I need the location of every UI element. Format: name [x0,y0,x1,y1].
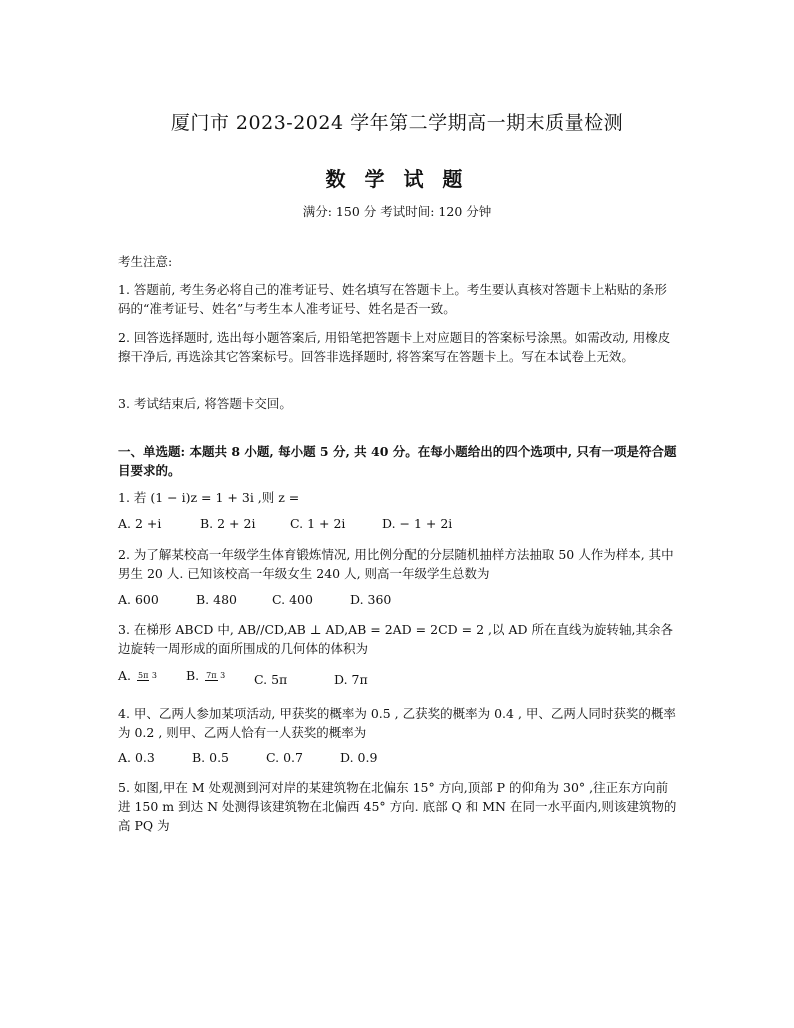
question-4-stem: 4. 甲、乙两人参加某项活动, 甲获奖的概率为 0.5 , 乙获奖的概率为 0.4 , 甲、乙两人同时获奖的概率为 0.2 , 则甲、乙两人恰有一人获奖的概率为 [118,706,676,740]
option-c: C. 400 [272,592,313,607]
option-a: A. 600 [118,592,159,607]
option-a: A. 2 +i [118,516,162,531]
option-a-fraction [137,672,157,681]
option-c: C. 5π [254,672,288,687]
option-b [186,668,254,687]
question-2-stem: 2. 为了解某校高一年级学生体育锻炼情况, 用比例分配的分层随机抽样方法抽取 50 人作为样本, 其中男生 20 人. 已知该校高一年级女生 240 人, 则高一年级学生总数为 [118,547,674,581]
option-d: D. 360 [350,592,392,607]
question-1-stem: 1. 若 (1 − i)z = 1 + 3i ,则 z = [118,490,300,505]
option-b-label: B. [186,668,200,683]
section-1-heading: 一、单选题: 本题共 8 小题, 每小题 5 分, 共 40 分。在每小题给出的四个选项中, 只有一项是符合题目要求的。 [118,444,677,478]
question-2-options [118,592,420,607]
question-5-stem: 5. 如图,甲在 M 处观测到河对岸的某建筑物在北偏东 15° 方向,顶部 P 的仰角为 30° ,往正东方向前进 150 m 到达 N 处测得该建筑物在北偏西 45° 方向. 底部 Q 和 MN 在同一水平面内,则该建筑物的高 PQ 为 [118,780,677,833]
option-b-fraction [205,672,225,681]
question-3-stem: 3. 在梯形 ABCD 中, AB//CD,AB ⊥ AD,AB = 2AD = 2CD = 2 ,以 AD 所在直线为旋转轴,其余各边旋转一周形成的面所围成的几何体的体积为 [118,622,673,656]
option-b: B. 0.5 [192,750,230,765]
option-a-label: A. [118,668,132,683]
option-b: B. 2 + 2i [200,516,256,531]
option-a [118,668,186,687]
notice-heading: 考生注意: [118,254,173,269]
option-a: A. 0.3 [118,750,155,765]
exam-subtitle: 数 学 试 题 [325,167,469,191]
notice-item-2: 2. 回答选择题时, 选出每小题答案后, 用铅笔把答题卡上对应题目的答案标号涂黑。如需改动, 用橡皮擦干净后, 再选涂其它答案标号。回答非选择题时, 将答案写在答题卡上。写在本试卷上无效。 [118,330,671,364]
question-3-options [118,668,404,687]
fraction-denominator: 3 [151,671,157,680]
question-4-options [118,750,410,765]
notice-item-3: 3. 考试结束后, 将答题卡交回。 [118,396,292,411]
option-d: D. 7π [334,672,368,687]
option-d: D. − 1 + 2i [382,516,453,531]
fraction-numerator: 7π [206,671,217,680]
question-1-options [118,516,472,531]
exam-title: 厦门市 2023-2024 学年第二学期高一期末质量检测 [170,112,624,134]
fraction-denominator: 3 [220,671,226,680]
option-d: D. 0.9 [340,750,378,765]
option-c: C. 0.7 [266,750,303,765]
option-c: C. 1 + 2i [290,516,346,531]
option-b: B. 480 [196,592,237,607]
notice-item-1: 1. 答题前, 考生务必将自己的准考证号、姓名填写在答题卡上。考生要认真核对答题卡上粘贴的条形码的“准考证号、姓名”与考生本人准考证号、姓名是否一致。 [118,282,667,316]
fraction-numerator: 5π [138,671,149,680]
exam-meta: 满分: 150 分 考试时间: 120 分钟 [302,204,492,219]
